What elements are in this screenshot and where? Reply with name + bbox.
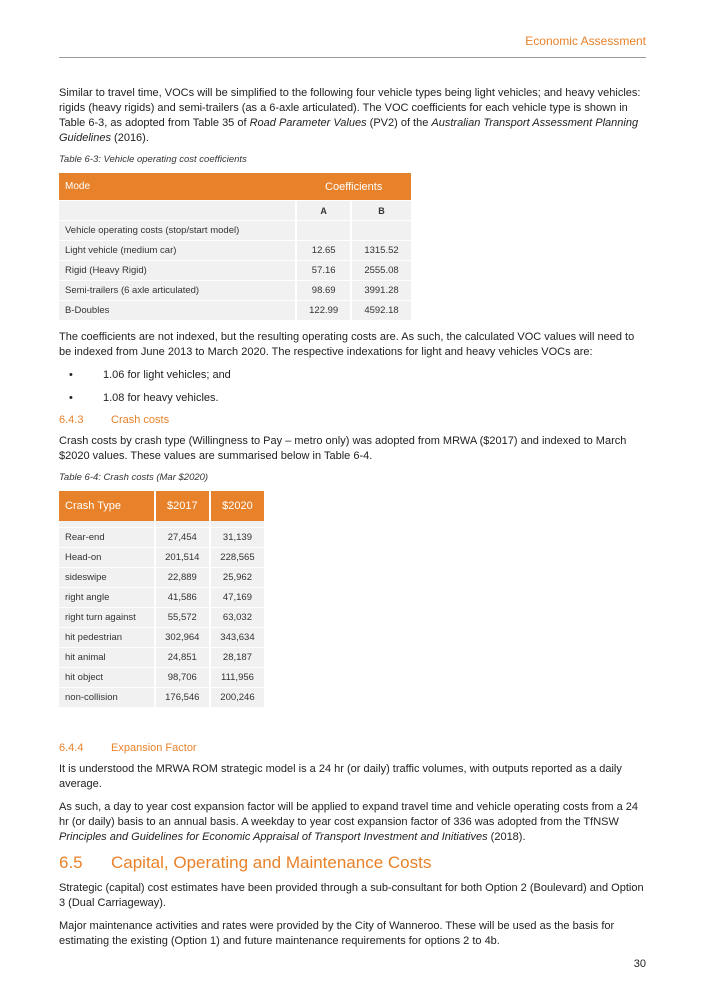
list-item: • 1.06 for light vehicles; and xyxy=(69,369,231,381)
cell-b: 1315.52 xyxy=(351,241,411,261)
cell-a: 12.65 xyxy=(296,241,351,261)
cell-mode: Vehicle operating costs (stop/start model) xyxy=(59,221,296,241)
table-row: hit animal 24,851 28,187 xyxy=(59,648,264,668)
table-row: right turn against 55,572 63,032 xyxy=(59,608,264,628)
section-heading-crash-costs: 6.4.3 Crash costs xyxy=(59,414,170,426)
table-row xyxy=(59,241,411,261)
table-row xyxy=(59,301,411,321)
header-title: Economic Assessment xyxy=(525,34,646,48)
table-row: sideswipe 22,889 25,962 xyxy=(59,568,264,588)
cell-b: 3991.28 xyxy=(351,281,411,301)
page-content xyxy=(59,86,647,957)
header-2020: $2020 xyxy=(210,491,264,521)
table-row: non-collision 176,546 200,246 xyxy=(59,688,264,708)
header-coefficients: Coefficients xyxy=(296,173,411,201)
cell-b xyxy=(351,221,411,241)
section-heading-capital-costs: 6.5 Capital, Operating and Maintenance Costs xyxy=(59,853,432,872)
header-mode: Mode xyxy=(59,173,296,201)
header-2017: $2017 xyxy=(155,491,210,521)
table-row: Rear-end 27,454 31,139 xyxy=(59,528,264,548)
indexation-list xyxy=(59,368,647,406)
intro-paragraph: Similar to travel time, VOCs will be simplified to the following four vehicle types being light vehicles; and heavy vehicles: rigids (heavy rigids) and semi-trailers (as a 6-axle articulated). The VOC coefficients for each vehicle type is shown in Table 6-3, as adopted from Table 35 of Road Parameter Values (PV2) of the Australian Transport Assessment Planning Guidelines (2016). xyxy=(59,87,641,144)
expansion-paragraph-1: It is understood the MRWA ROM strategic model is a 24 hr (or daily) traffic volumes, with outputs reported as a daily average. xyxy=(59,763,622,790)
table-caption-crash: Table 6-4: Crash costs (Mar $2020) xyxy=(59,472,209,483)
table-row xyxy=(59,221,411,241)
capital-paragraph-1: Strategic (capital) cost estimates have been provided through a sub-consultant for both Option 2 (Boulevard) and Option 3 (Dual Carriageway). xyxy=(59,882,644,909)
bullet-icon: • xyxy=(69,392,73,404)
table-row xyxy=(59,281,411,301)
bullet-icon: • xyxy=(69,369,73,381)
cell-a: 57.16 xyxy=(296,261,351,281)
cell-a: 98.69 xyxy=(296,281,351,301)
cell-b: 2555.08 xyxy=(351,261,411,281)
table-row: Head-on 201,514 228,565 xyxy=(59,548,264,568)
capital-paragraph-2: Major maintenance activities and rates were provided by the City of Wanneroo. These will be used as the basis for estimating the existing (Option 1) and future maintenance requirements for options 2 to 4b. xyxy=(59,920,615,947)
table-row: right angle 41,586 47,169 xyxy=(59,588,264,608)
header-crash-type: Crash Type xyxy=(59,491,155,521)
expansion-paragraph-2: As such, a day to year cost expansion factor will be applied to expand travel time and vehicle operating costs from a 24 hr (or daily) basis to an annual basis. A weekday to year cost expansion factor of 336 was adopted from the TfNSW Principles and Guidelines for Economic Appraisal of Transport Investment and Initiatives (2018). xyxy=(59,801,639,843)
subheader-b: B xyxy=(351,201,411,221)
list-item: • 1.08 for heavy vehicles. xyxy=(69,392,219,404)
cell-mode: Semi-trailers (6 axle articulated) xyxy=(59,281,296,301)
voc-coefficients-table xyxy=(59,173,411,321)
section-heading-expansion-factor: 6.4.4 Expansion Factor xyxy=(59,742,197,754)
cell-mode: Light vehicle (medium car) xyxy=(59,241,296,261)
table-row xyxy=(59,261,411,281)
table-row: hit pedestrian 302,964 343,634 xyxy=(59,628,264,648)
crash-costs-table xyxy=(59,491,264,708)
table-row: hit object 98,706 111,956 xyxy=(59,668,264,688)
subheader-blank xyxy=(59,201,296,221)
cell-mode: B-Doubles xyxy=(59,301,296,321)
cell-mode: Rigid (Heavy Rigid) xyxy=(59,261,296,281)
header-rule xyxy=(59,57,646,58)
table-caption-voc: Table 6-3: Vehicle operating cost coefficients xyxy=(59,154,247,165)
indexing-paragraph: The coefficients are not indexed, but the resulting operating costs are. As such, the calculated VOC values will need to be indexed from June 2013 to March 2020. The respective indexations for light and heavy vehicles VOCs are: xyxy=(59,331,635,358)
cell-a xyxy=(296,221,351,241)
crash-costs-paragraph: Crash costs by crash type (Willingness to Pay – metro only) was adopted from MRWA ($2017) and indexed to March $2020 values. These values are summarised below in Table 6-4. xyxy=(59,435,627,462)
page-number: 30 xyxy=(633,958,646,970)
subheader-a: A xyxy=(296,201,351,221)
cell-a: 122.99 xyxy=(296,301,351,321)
cell-b: 4592.18 xyxy=(351,301,411,321)
